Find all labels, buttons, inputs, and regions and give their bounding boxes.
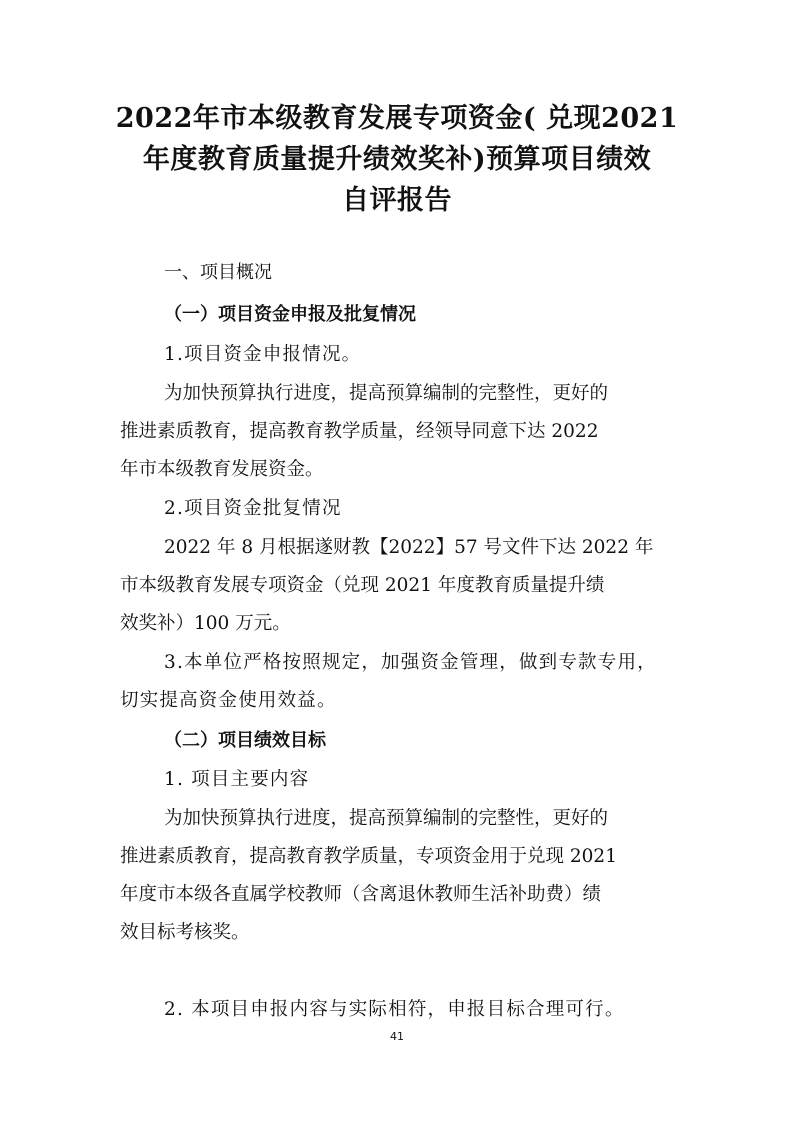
item-declaration-feasibility: 2. 本项目申报内容与实际相符，申报目标合理可行。 [164,999,625,1020]
paragraph-line: 为加快预算执行进度，提高预算编制的完整性，更好的 [164,808,609,829]
title-line: 自评报告 [342,185,452,216]
paragraph-line: 市本级教育发展专项资金（兑现 2021 年度教育质量提升绩 [120,575,605,596]
item-main-content: 1. 项目主要内容 [164,769,310,790]
paragraph-line: 效奖补）100 万元。 [120,613,291,634]
paragraph-line: 为加快预算执行进度，提高预算编制的完整性，更好的 [164,383,609,404]
report-title [110,98,684,221]
item-fund-management-cont: 切实提高资金使用效益。 [120,690,337,711]
subsection-heading-funding: （一）项目资金申报及批复情况 [164,304,416,325]
paragraph-line: 效目标考核奖。 [120,922,250,943]
page-number: 41 [390,1030,404,1043]
title-line: 年度教育质量提升绩效奖补)预算项目绩效 [142,144,652,175]
paragraph-line: 推进素质教育，提高教育教学质量，专项资金用于兑现 2021 [120,846,617,867]
title-line: 2022年市本级教育发展专项资金( 兑现2021 [115,103,679,134]
subsection-heading-performance-goals: （二）项目绩效目标 [164,730,326,751]
paragraph-line: 年度市本级各直属学校教师（含离退休教师生活补助费）绩 [120,884,602,905]
item-funding-application: 1.项目资金申报情况。 [164,344,362,365]
paragraph-line: 推进素质教育，提高教育教学质量，经领导同意下达 2022 [120,421,599,442]
item-fund-management: 3.本单位严格按照规定，加强资金管理，做到专款专用， [164,652,657,673]
section-heading-project-overview: 一、项目概况 [164,262,272,283]
paragraph-line: 2022 年 8 月根据遂财教【2022】57 号文件下达 2022 年 [164,537,654,558]
paragraph-line: 年市本级教育发展资金。 [120,459,324,480]
item-funding-approval: 2.项目资金批复情况 [164,498,342,519]
